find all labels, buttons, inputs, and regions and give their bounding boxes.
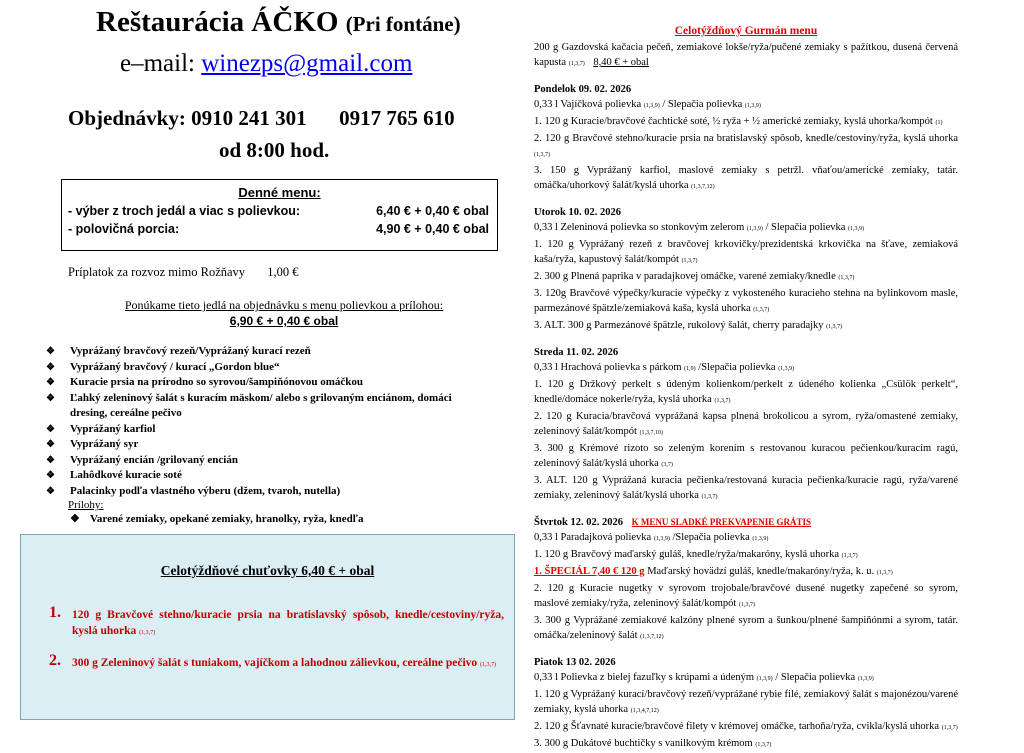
phone-1: 0910 241 301	[191, 106, 307, 130]
bullet-icon: ❖	[46, 346, 55, 357]
dish-item	[46, 468, 486, 484]
daily-menu-row-label: - polovičná porcia:	[68, 222, 180, 236]
menu-line	[534, 286, 958, 318]
menu-line	[534, 163, 958, 195]
bullet-icon: ❖	[46, 392, 55, 404]
bullet-icon: ❖	[46, 439, 55, 450]
dish-item	[46, 453, 486, 469]
offer-price: 6,90 € + 0,40 € obal	[229, 314, 339, 328]
allergens: (1,3,7)	[876, 570, 893, 576]
allergens: (3,7)	[661, 462, 673, 468]
bullet-icon: ❖	[46, 423, 55, 435]
allergens: (1,3,9)	[643, 103, 660, 109]
allergens: (1,3,4,7,12)	[630, 708, 659, 714]
day-section	[534, 82, 958, 195]
allergens: (1,3,7)	[534, 152, 550, 158]
day-heading	[534, 205, 958, 220]
sides-text: Varené zemiaky, opekané zemiaky, hranolky, ryža, knedľa	[90, 513, 364, 525]
restaurant-title	[96, 6, 461, 39]
menu-line-text: 3. ALT. 300 g Parmezánové špätzle, rukolový šalát, cherry paradajky	[534, 320, 824, 331]
menu-line-text: 3. 300 g Krémové rizoto so zeleným korením s restovanou kuracou pečienkou/kuracím ragú, zeleninový šalát/kyslá uhorka	[534, 443, 958, 469]
daily-menu-box	[61, 179, 498, 251]
orders-line	[68, 106, 455, 131]
delivery-price: 1,00 €	[267, 265, 299, 279]
menu-line	[534, 97, 958, 114]
weekly-treats-heading: Celotýždňové chuťovky 6,40 € + obal	[160, 563, 375, 578]
email-line	[120, 50, 412, 78]
dish-name: Ľahký zeleninový šalát s kuracím mäskom/ alebo s grilovaným enciánom, domáci dresing, cereálne pečivo	[70, 391, 452, 419]
dish-name: Kuracie prsia na prírodno so syrovou/šampiňónovou omáčkou	[70, 376, 363, 388]
days-list	[534, 82, 958, 753]
menu-line-text: 2. 120 g Kuracia/bravčová vyprážaná kapsa plnená brokolicou a syrom, ryža/omastené zemiaky, zeleninový šalát/kompót	[534, 411, 958, 437]
menu-line-text-alt: / Slepačia polievka	[762, 222, 846, 233]
dish-item	[46, 422, 486, 438]
dish-item	[46, 344, 486, 360]
menu-line-text-alt: / Slepačia polievka	[659, 99, 743, 110]
day-name: Piatok 13 02. 2026	[534, 657, 616, 668]
menu-line	[534, 220, 958, 237]
menu-line-text: 1. 120 g Vyprážaný kurací/bravčový rezeň/vyprážané rybie filé, zemiakový šalát s majonézou/varené zemiaky, kyslá uhorka	[534, 689, 959, 715]
daily-menu-row-label: - výber z troch jedál a viac s polievkou:	[68, 204, 301, 218]
allergens: (1,3,9)	[744, 103, 761, 109]
dish-item	[46, 484, 486, 500]
menu-line-text: 3. 300 g Dukátové buchtičky s vanilkovým krémom	[534, 738, 753, 749]
daily-menu-row-price: 4,90 € + 0,40 € obal	[376, 222, 489, 236]
day-badge: K MENU SLADKÉ PREKVAPENIE GRÁTIS	[631, 517, 811, 527]
menu-line-text: 3. 120g Bravčové výpečky/kuracie výpečky z vykosteného kuracieho stehna na bylinkovom masle, parmezánové špätzle/zemiaková kaša, kyslá uhorka	[534, 288, 958, 314]
dish-item	[46, 360, 486, 376]
menu-line	[534, 473, 958, 505]
menu-line-text: 2. 120 g Kuracie nugetky v syrovom trojobale/bravčové dusené nugetky zapečené so syrom, maslové zemiaky/ryža, zeleninový šalát/kompót	[534, 583, 958, 609]
allergens: (1,3,9)	[746, 226, 763, 232]
order-offer-heading	[60, 297, 508, 329]
delivery-label: Príplatok za rozvoz mimo Rožňavy	[68, 265, 246, 279]
menu-line	[534, 547, 958, 564]
menu-line-text: 1. 120 g Vyprážaný rezeň z bravčovej krkovičky/prezidentská krkovička na šťave, zemiaková kaša/ryža, kapustový šalát/kompót	[534, 239, 958, 265]
menu-line-text: 0,33 l Paradajková polievka	[534, 532, 652, 543]
menu-line-text: 3. ALT. 120 g Vyprážaná kuracia pečienka/restovaná kuracia pečienka/kuracie ragú, ryža/varené zemiaky, zeleninový šalát/kyslá uhorka	[534, 475, 958, 501]
day-section	[534, 655, 958, 753]
menu-line-text: 2. 300 g Plnená paprika v paradajkovej omáčke, varené zemiaky/knedle	[534, 271, 836, 282]
allergens: (1,3,7,10)	[639, 430, 664, 436]
menu-line	[534, 530, 958, 547]
menu-line	[534, 360, 958, 377]
dish-name: Vyprážaný bravčový rezeň/Vyprážaný kurací rezeň	[70, 345, 311, 357]
allergens: (1,3,7)	[701, 494, 718, 500]
menu-line-text-alt: / Slepačia polievka	[772, 672, 856, 683]
weekly-treat-item	[49, 652, 504, 673]
daily-menu-row	[62, 222, 497, 236]
dish-name: Vyprážaný encián /grilovaný encián	[70, 453, 238, 466]
allergens: (1,3,7)	[941, 725, 958, 731]
menu-line-text: 2. 120 g Bravčové stehno/kuracie prsia na bratislavský spôsob, knedle/cestoviny/ryža, kyslá uhorka	[534, 133, 958, 144]
day-heading	[534, 345, 958, 360]
bullet-icon: ❖	[46, 454, 55, 466]
menu-line	[534, 564, 958, 581]
day-section	[534, 345, 958, 505]
allergens: (1,3,9)	[653, 536, 670, 542]
menu-line	[534, 114, 958, 131]
menu-line-text-alt: /Slepačia polievka	[669, 532, 750, 543]
allergens: (1,3,7)	[753, 307, 770, 313]
allergens: (1,3,7)	[755, 742, 772, 748]
menu-line-text: Maďarský hovädzí guláš, knedle/makaróny/ryža, k. u.	[644, 566, 875, 577]
dish-name: Vyprážaný bravčový / kurací „Gordon blue“	[70, 360, 280, 373]
allergens: (1,3,7)	[826, 324, 843, 330]
bullet-icon: ❖	[46, 470, 55, 481]
menu-line	[534, 670, 958, 687]
day-name: Utorok 10. 02. 2026	[534, 207, 622, 218]
bullet-icon: ❖	[46, 377, 55, 388]
daily-menu-row	[62, 204, 497, 218]
day-name: Streda 11. 02. 2026	[534, 347, 619, 358]
menu-line	[534, 687, 958, 719]
treat-text: 120 g Bravčové stehno/kuracie prsia na bratislavský spôsob, knedle/cestoviny/ryža, kyslá uhorka	[72, 609, 504, 637]
menu-line	[534, 613, 958, 645]
dish-item	[46, 437, 486, 453]
dish-item	[46, 375, 486, 391]
sides-label: Prílohy:	[68, 499, 104, 511]
bullet-icon: ❖	[70, 513, 80, 525]
treat-allergens: (1,3,7)	[480, 662, 497, 668]
menu-line-text-alt: /Slepačia polievka	[695, 362, 776, 373]
menu-line-text: 0,33 l Zeleninová polievka so stonkovým zelerom	[534, 222, 745, 233]
sides-item	[68, 512, 363, 526]
gourmet-heading: Celotýždňový Gurmán menu	[674, 25, 818, 37]
offer-heading-text: Ponúkame tieto jedlá na objednávku s menu polievkou a prílohou:	[124, 298, 444, 312]
day-heading	[534, 655, 958, 670]
daily-menu-row-price: 6,40 € + 0,40 € obal	[376, 204, 489, 218]
phone-2: 0917 765 610	[339, 106, 455, 130]
gourmet-allergens: (1,3,7)	[568, 61, 585, 67]
menu-line	[534, 581, 958, 613]
treat-text: 300 g Zeleninový šalát s tuniakom, vajíčkom a lahodnou zálievkou, cereálne pečivo	[72, 657, 478, 669]
menu-line	[534, 736, 958, 753]
allergens: (1,3,7,12)	[640, 634, 664, 640]
allergens: (1,3,9)	[778, 366, 795, 372]
opening-hours: od 8:00 hod.	[219, 138, 330, 162]
day-section	[534, 205, 958, 335]
menu-line-text: 1. 120 g Držkový perkelt s údeným kolienkom/perkelt z údeného kolienka „Csülök perkelt“, knedle/domáce nokerle/ryža, kyslá uhorka	[534, 379, 958, 405]
treat-allergens: (1,3,7)	[139, 630, 156, 636]
order-dish-list	[46, 344, 486, 499]
treat-number: 2.	[49, 652, 61, 669]
allergens: (1,3,9)	[752, 536, 769, 542]
day-heading	[534, 82, 958, 97]
allergens: (1,3,7)	[738, 602, 755, 608]
bullet-icon: ❖	[46, 485, 55, 497]
menu-line-text: 2. 120 g Šťavnaté kuracie/bravčové filety v krémovej omáčke, tarhoňa/ryža, cvikla/kyslá uhorka	[534, 721, 940, 732]
menu-line	[534, 377, 958, 409]
dish-name: Vyprážaný syr	[70, 438, 139, 450]
weekly-menu-column	[534, 24, 958, 753]
day-section	[534, 515, 958, 645]
special-label: 1. ŠPECIÁL 7,40 € 120 g	[534, 566, 645, 577]
daily-menu-heading: Denné menu:	[238, 185, 321, 200]
title-text: Reštaurácia ÁČKO	[96, 6, 339, 38]
allergens: (1,3,9)	[756, 676, 773, 682]
menu-line	[534, 441, 958, 473]
orders-label: Objednávky:	[68, 106, 186, 130]
allergens: (1,3,9)	[848, 226, 865, 232]
allergens: (1,3,7)	[714, 398, 731, 404]
menu-line	[534, 269, 958, 286]
gourmet-text-block	[534, 40, 958, 72]
allergens: (1,3,9)	[857, 676, 874, 682]
day-name: Pondelok 09. 02. 2026	[534, 84, 632, 95]
menu-line-text: 3. 300 g Vyprážané zemiakové kalzóny plnené syrom a šunkou/plnené šampiňónmi a syrom, tatár. omáčka/zeleninový šalát	[534, 615, 958, 641]
allergens: (1,3,7)	[681, 258, 698, 264]
dish-name: Palacinky podľa vlastného výberu (džem, tvaroh, nutella)	[70, 484, 341, 497]
menu-line	[534, 237, 958, 269]
menu-line-text: 0,33 l Vajíčková polievka	[534, 99, 642, 110]
email-link[interactable]: winezps@gmail.com	[201, 50, 413, 77]
menu-line-text: 3. 150 g Vyprážaný karfiol, maslové zemiaky s petržl. vňaťou/americké zemiaky, tatár. omáčka/uhorkový šalát/kyslá uhorka	[534, 165, 958, 191]
gourmet-text: 200 g Gazdovská kačacia pečeň, zemiakové lokše/ryža/pučené zemiaky s pažítkou, dusená červená kapusta	[534, 42, 958, 68]
gourmet-price: 8,40 € + obal	[593, 57, 649, 68]
menu-line	[534, 719, 958, 736]
menu-line	[534, 409, 958, 441]
weekly-treats-box	[20, 534, 515, 720]
allergens: (1,3,7,12)	[691, 184, 715, 190]
menu-line	[534, 318, 958, 335]
menu-line-text: 0,33 l Hrachová polievka s párkom	[534, 362, 682, 373]
allergens: (1,3,7)	[841, 553, 858, 559]
menu-line-text: 0,33 l Polievka z bielej fazuľky s krúpami a údeným	[534, 672, 755, 683]
menu-line-text: 1. 120 g Bravčový maďarský guláš, knedle/ryža/makaróny, kyslá uhorka	[534, 549, 839, 560]
allergens: (1,3,7)	[838, 275, 855, 281]
dish-name: Lahôdkové kuracie soté	[70, 469, 182, 481]
dish-item	[46, 391, 486, 422]
bullet-icon: ❖	[46, 361, 55, 373]
treat-number: 1.	[49, 604, 61, 621]
dish-name: Vyprážaný karfiol	[70, 422, 156, 435]
allergens: (1)	[935, 120, 943, 126]
day-name: Štvrtok 12. 02. 2026	[534, 517, 623, 528]
email-label: e–mail:	[120, 50, 195, 77]
menu-line-text: 1. 120 g Kuracie/bravčové čachtické soté, ½ ryža + ½ americké zemiaky, kyslá uhorka/kompót	[534, 116, 933, 127]
allergens: (1,9)	[684, 366, 696, 372]
menu-line	[534, 131, 958, 163]
weekly-treat-item	[49, 604, 504, 641]
title-subtitle: (Pri fontáne)	[345, 12, 461, 36]
sides-section	[68, 498, 363, 526]
delivery-surcharge	[68, 265, 299, 280]
day-heading	[534, 515, 958, 530]
